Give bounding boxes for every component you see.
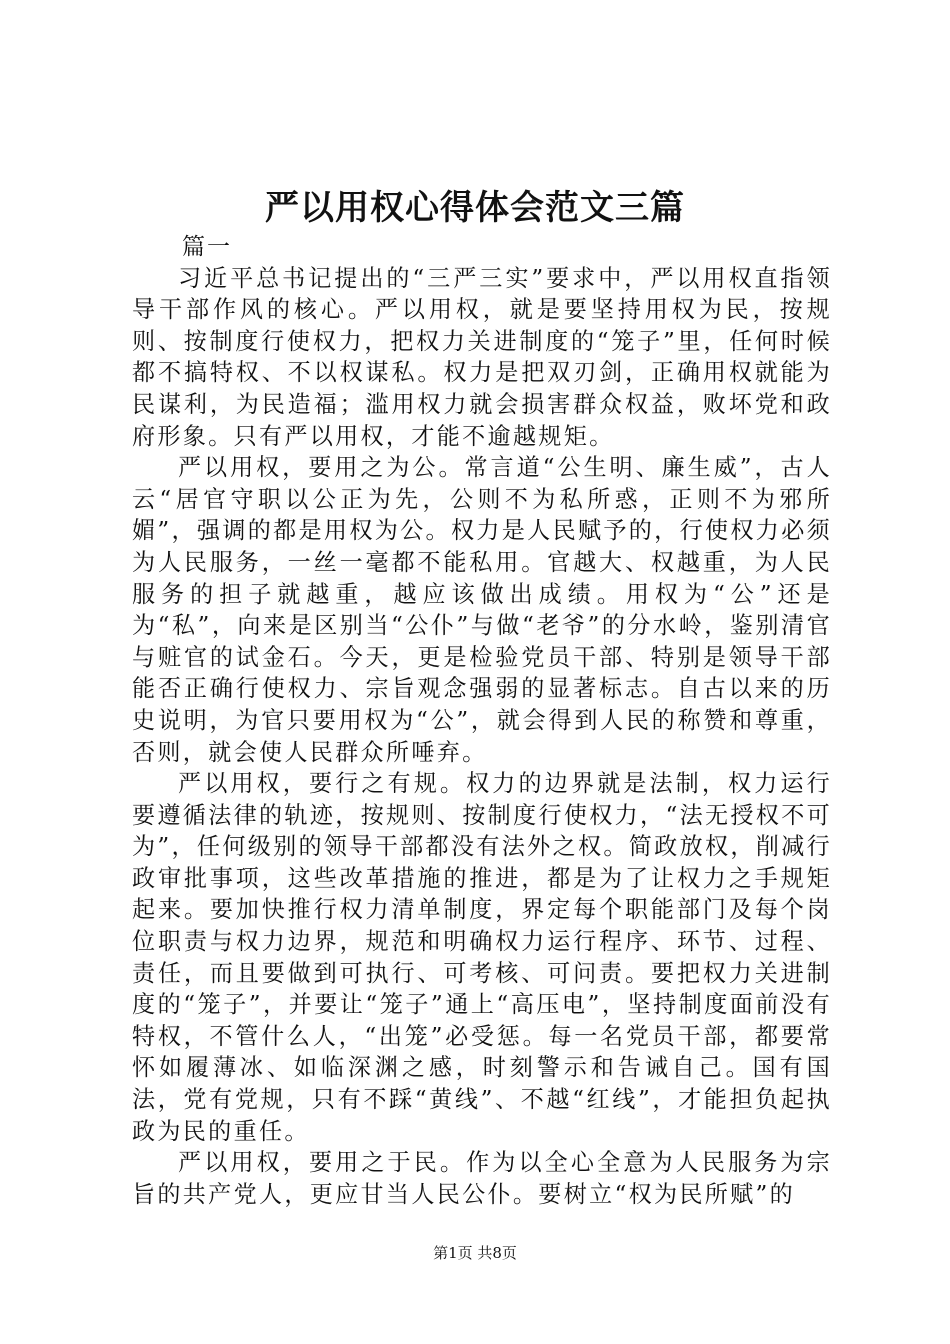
paragraph-intro: 习近平总书记提出的“三严三实”要求中，严以用权直指领导干部作风的核心。严以用权，就是要坚持用权为民，按规则、按制度行使权力，把权力关进制度的“笼子”里，任何时候都不搞特权、不以权谋私。权力是把双刃剑，正确用权就能为民谋利，为民造福；滥用权力就会损害群众权益，败坏党和政府形象。只有严以用权，才能不逾越规矩。 [132,265,832,450]
section-label: 篇一 [182,234,232,260]
page-number-footer: 第1页 共8页 [433,1244,517,1262]
paragraph-use-for-people: 严以用权，要用之于民。作为以全心全意为人民服务为宗旨的共产党人，更应甘当人民公仆。要树立“权为民所赋”的 [132,1150,832,1208]
paragraph-use-for-public: 严以用权，要用之为公。常言道“公生明、廉生威”，古人云“居官守职以公正为先，公则不为私所惑，正则不为邪所媚”，强调的都是用权为公。权力是人民赋予的，行使权力必须为人民服务，一丝一毫都不能私用。官越大、权越重，为人民服务的担子就越重，越应该做出成绩。用权为“公”还是为“私”，向来是区别当“公仆”与做“老爷”的分水岭，鉴别清官与赃官的试金石。今天，更是检验党员干部、特别是领导干部能否正确行使权力、宗旨观念强弱的显著标志。自古以来的历史说明，为官只要用权为“公”，就会得到人民的称赞和尊重，否则，就会使人民群众所唾弃。 [132,455,832,766]
document-body [132,232,832,1211]
paragraph-act-by-rules: 严以用权，要行之有规。权力的边界就是法制，权力运行要遵循法律的轨迹，按规则、按制度行使权力，“法无授权不可为”，任何级别的领导干部都没有法外之权。简政放权，削减行政审批事项，这些改革措施的推进，都是为了让权力之手规矩起来。要加快推行权力清单制度，界定每个职能部门及每个岗位职责与权力边界，规范和明确权力运行程序、环节、过程、责任，而且要做到可执行、可考核、可问责。要把权力关进制度的“笼子”，并要让“笼子”通上“高压电”，坚持制度面前没有特权，不管什么人，“出笼”必受惩。每一名党员干部，都要常怀如履薄冰、如临深渊之感，时刻警示和告诫自己。国有国法，党有党规，只有不踩“黄线”、不越“红线”，才能担负起执政为民的重任。 [132,771,832,1145]
document-title: 严以用权心得体会范文三篇 [265,188,685,228]
